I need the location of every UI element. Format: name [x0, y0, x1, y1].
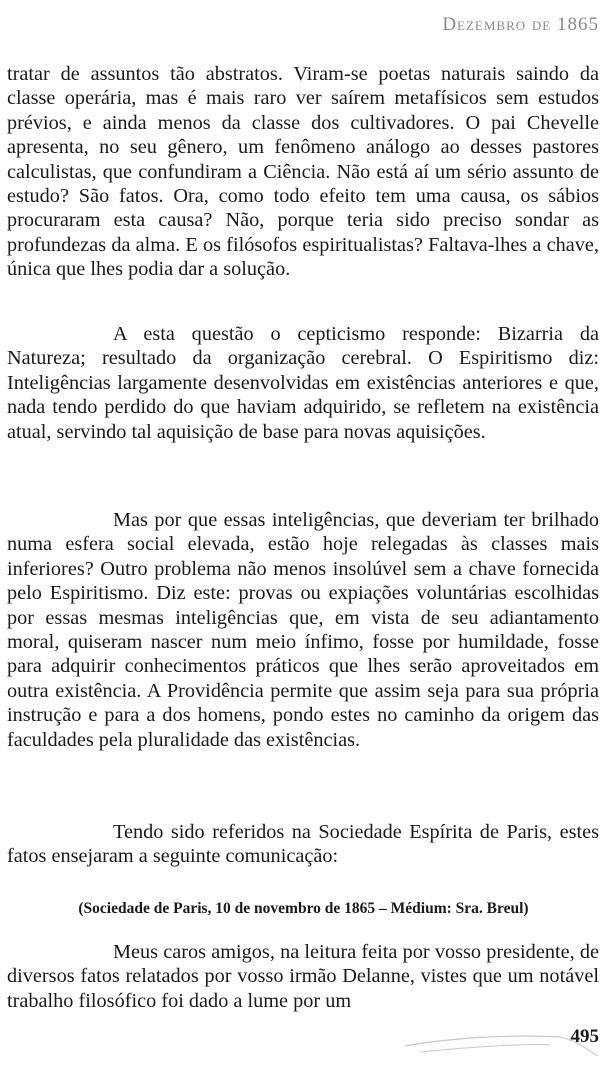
- paragraph-society: [7, 820, 599, 869]
- page-number: 495: [570, 1026, 599, 1047]
- running-header: Dezembro de 1865: [442, 14, 599, 35]
- communication-heading: (Sociedade de Paris, 10 de novembro de 1865 – Médium: Sra. Breul): [78, 900, 529, 917]
- paragraph-skepticism: [7, 322, 599, 444]
- paragraph-text: Meus caros amigos, na leitura feita por vosso presidente, de diversos fatos relatados por vosso irmão Delanne, vistes que um notável trabalho filosófico foi dado a lume por um: [7, 941, 599, 1012]
- paragraph-text: tratar de assuntos tão abstratos. Viram-se poetas naturais saindo da classe operária, mas é mais raro ver saírem metafísicos sem estudos prévios, e ainda menos da classe dos cultivadores. O pai Chevelle apresenta, no seu gênero, um fenômeno análogo ao desses pastores calculistas, que confundiram a Ciência. Não está aí um sério assunto de estudo? São fatos. Ora, como todo efeito tem uma causa, os sábios procuraram esta causa? Não, porque teria sido preciso sondar as profundezas da alma. E os filósofos espiritualistas? Faltava-lhes a chave, única que lhes podia dar a solução.: [7, 63, 599, 281]
- paragraph-communication: [7, 940, 599, 1013]
- paragraph-continuation: [7, 62, 599, 282]
- paragraph-text: Mas por que essas inteligências, que deveriam ter brilhado numa esfera social elevada, estão hoje relegadas às classes mais inferiores? Outro problema não menos insolúvel sem a chave fornecida pelo Espiritismo. Diz este: provas ou expiações voluntárias escolhidas por essas mesmas inteligências que, em vista de seu adiantamento moral, quiseram nascer num meio ínfimo, fosse por humildade, fosse para adquirir conhecimentos práticos que lhes serão aproveitados em outra existência. A Providência permite que assim seja para sua própria instrução e para a dos homens, pondo estes no caminho da origem das faculdades pela pluralidade das existências.: [7, 509, 599, 751]
- paragraph-text: A esta questão o cepticismo responde: Bizarria da Natureza; resultado da organização cerebral. O Espiritismo diz: Inteligências largamente desenvolvidas em existências anteriores e que, nada tendo perdido do que haviam adquirido, se refletem na existência atual, servindo tal aquisição de base para novas aquisições.: [7, 323, 599, 443]
- paragraph-intelligences: [7, 508, 599, 752]
- paragraph-text: Tendo sido referidos na Sociedade Espírita de Paris, estes fatos ensejaram a seguinte comunicação:: [7, 821, 599, 868]
